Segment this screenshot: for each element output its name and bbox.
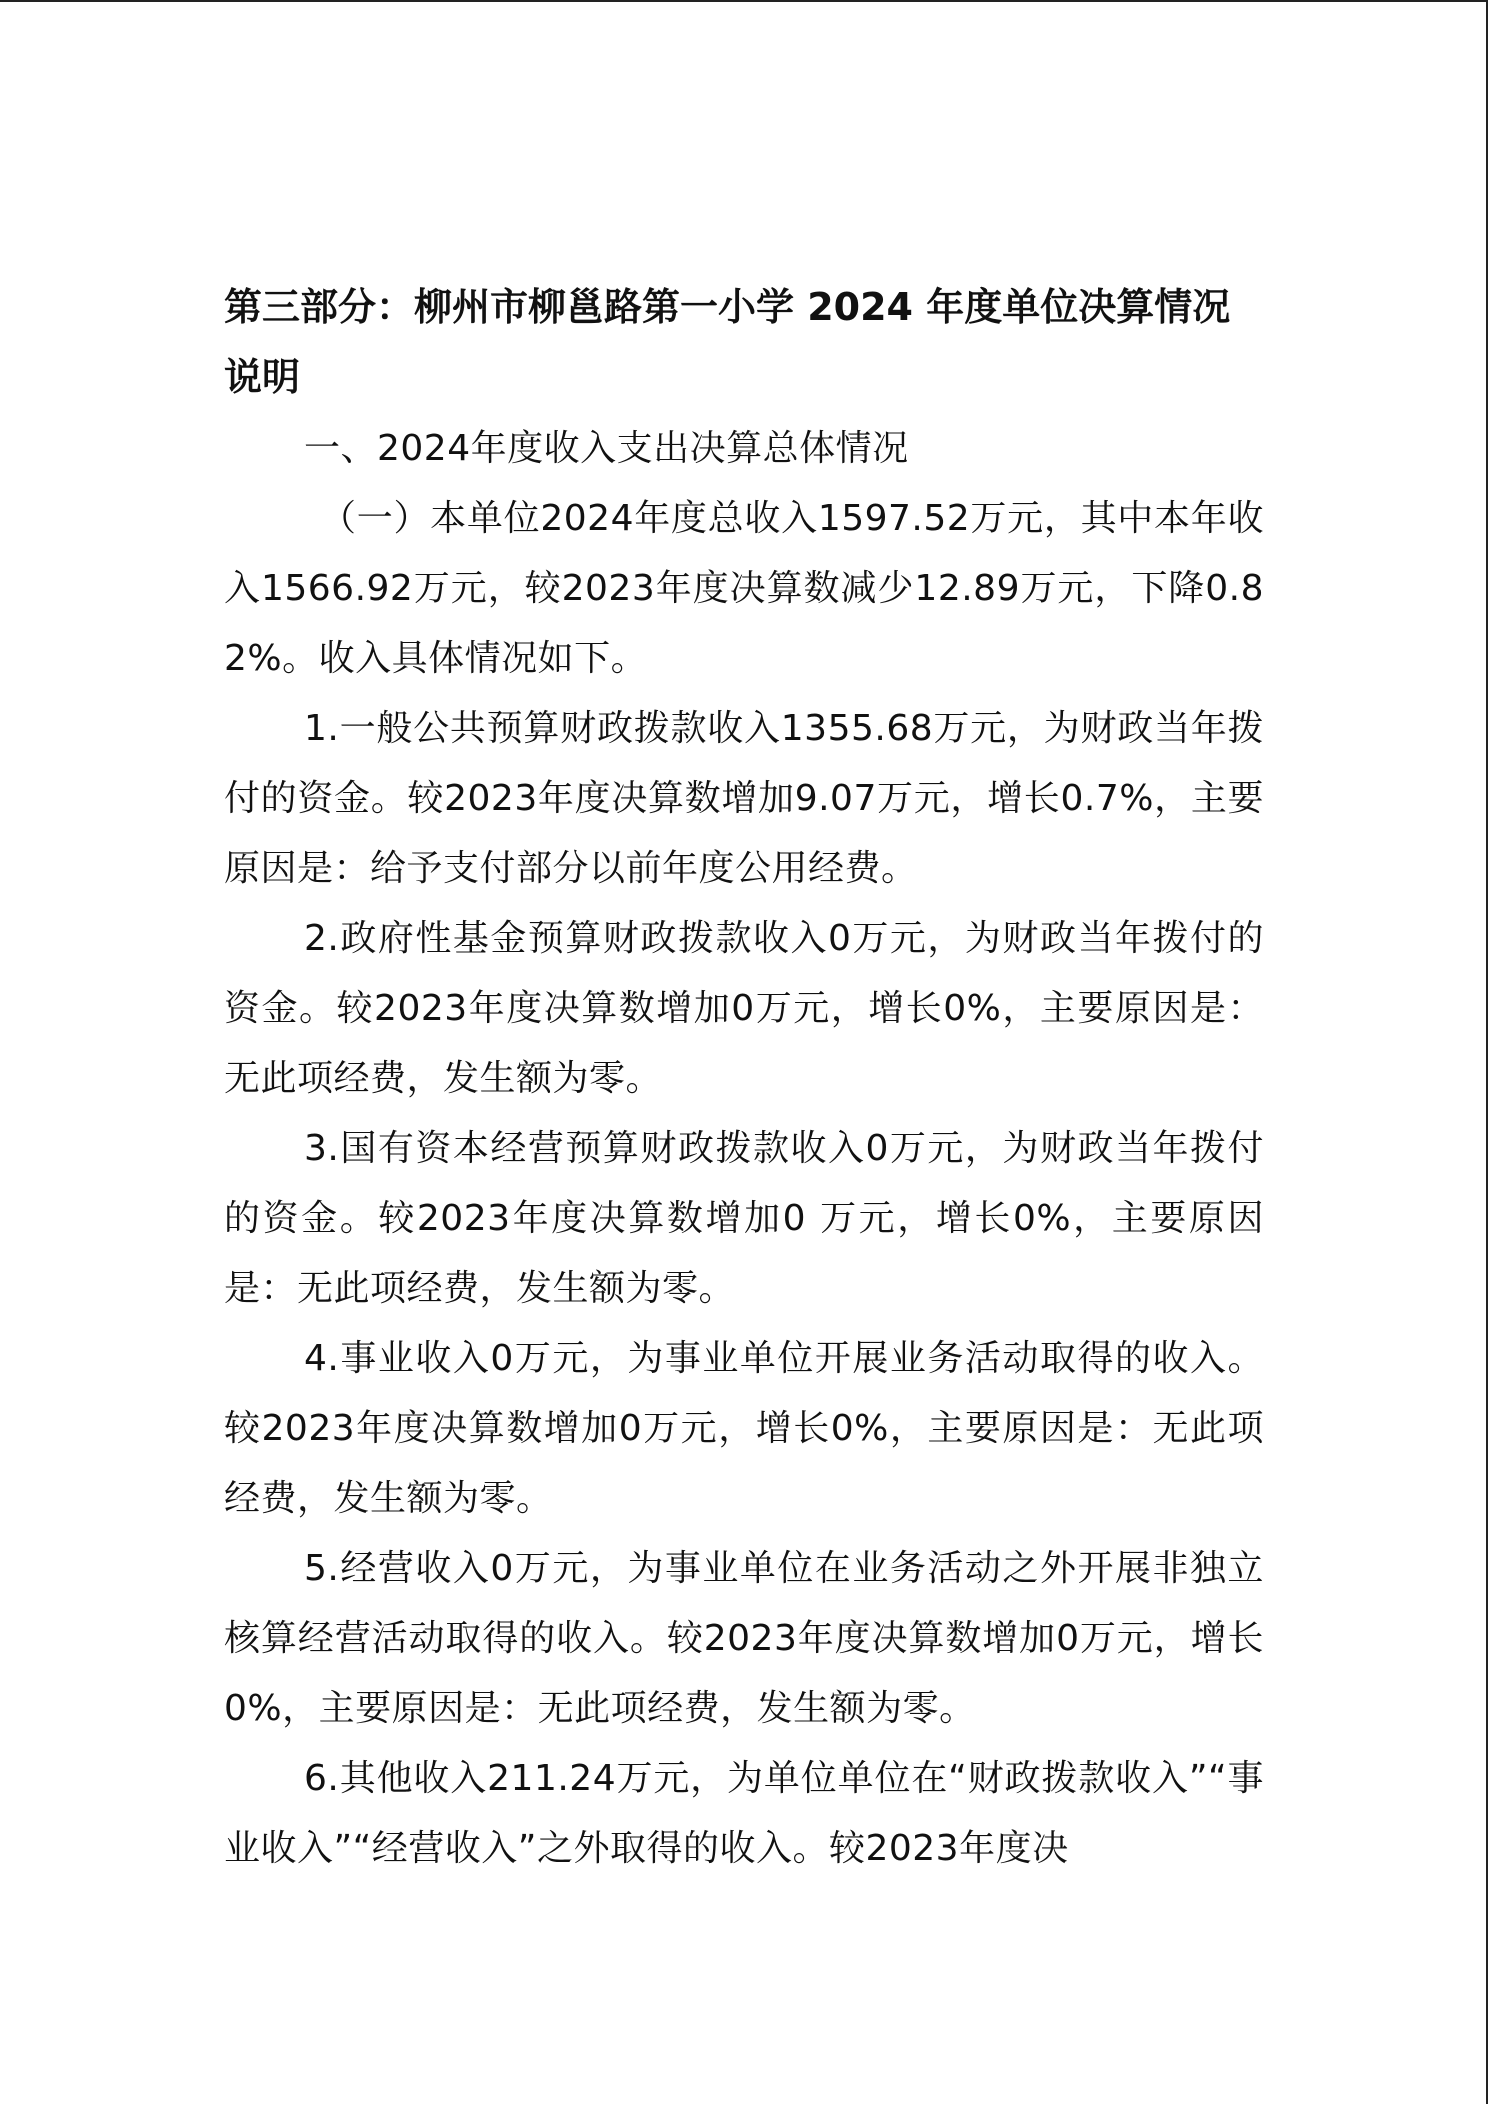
paragraph-general-budget: 1.一般公共预算财政拨款收入1355.68万元，为财政当年拨付的资金。较2023年度决算数增加9.07万元，增长0.7%，主要原因是：给予支付部分以前年度公用经费。	[224, 708, 1264, 889]
section-heading: 一、2024年度收入支出决算总体情况	[304, 428, 909, 469]
paragraph-operating-income: 5.经营收入0万元，为事业单位在业务活动之外开展非独立核算经营活动取得的收入。较2023年度决算数增加0万元，增长0%，主要原因是：无此项经费，发生额为零。	[224, 1548, 1264, 1729]
paragraph-state-capital: 3.国有资本经营预算财政拨款收入0万元，为财政当年拨付的资金。较2023年度决算数增加0 万元，增长0%，主要原因是：无此项经费，发生额为零。	[224, 1128, 1264, 1309]
paragraph-other-income: 6.其他收入211.24万元，为单位单位在“财政拨款收入”“事业收入”“经营收入”之外取得的收入。较2023年度决	[224, 1758, 1264, 1869]
document-title: 第三部分：柳州市柳邕路第一小学 2024 年度单位决算情况说明	[224, 285, 1231, 399]
paragraph-business-income: 4.事业收入0万元，为事业单位开展业务活动取得的收入。较2023年度决算数增加0万元，增长0%，主要原因是：无此项经费，发生额为零。	[224, 1338, 1264, 1519]
document-body	[224, 272, 1264, 1884]
paragraph-total-income: （一）本单位2024年度总收入1597.52万元，其中本年收入1566.92万元，较2023年度决算数减少12.89万元，下降0.82%。收入具体情况如下。	[224, 498, 1264, 679]
page-border-top	[0, 0, 1488, 2]
paragraph-government-fund: 2.政府性基金预算财政拨款收入0万元，为财政当年拨付的资金。较2023年度决算数增加0万元，增长0%，主要原因是：无此项经费，发生额为零。	[224, 918, 1264, 1099]
